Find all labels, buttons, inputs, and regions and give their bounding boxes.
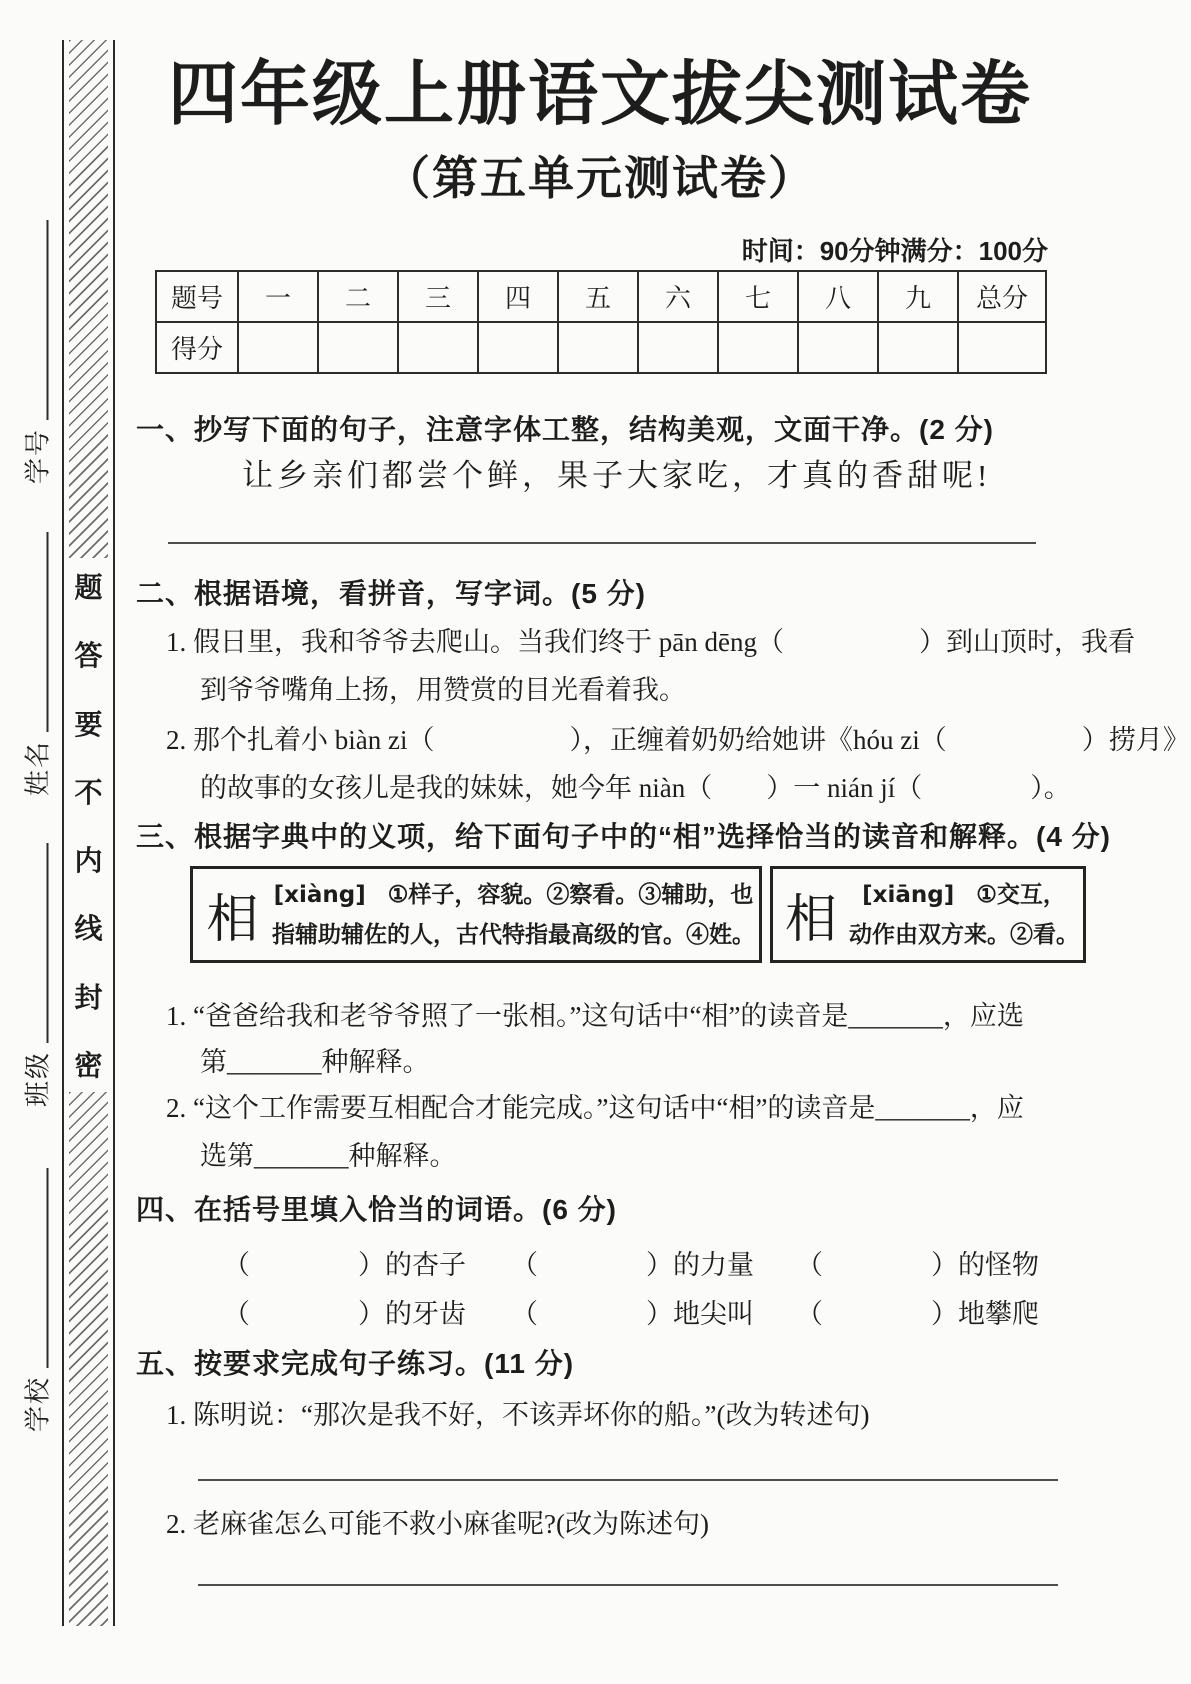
dict-character: 相 [784,892,837,949]
score-col: 八 [798,271,878,322]
dict-def-line-1 [272,875,755,915]
seal-char: 答 [74,640,103,672]
score-cell-empty [238,322,318,373]
seal-char: 题 [74,572,103,603]
score-row-label: 得分 [156,322,238,373]
name-label: 姓名 [23,739,53,797]
s2-item-2-line-2: 的故事的女孩儿是我的妹妹，她今年 niàn（ ）一 nián jí（ ）。 [200,773,1071,803]
s4-blank-phrase: （ ）地攀爬 [796,1299,1039,1329]
score-col: 三 [398,271,478,322]
score-col: 九 [878,271,958,322]
s4-blank-phrase: （ ）的牙齿 [223,1299,466,1329]
seal-hatch-bottom [69,1092,108,1626]
s3-item-2-line-1: 2. “这个工作需要互相配合才能完成。”这句话中“相”的读音是_______，应 [166,1093,1024,1123]
score-col: 七 [718,271,798,322]
seal-char: 线 [74,913,103,945]
s5-item-2: 2. 老麻雀怎么可能不救小麻雀呢?(改为陈述句) [166,1509,709,1539]
score-col: 五 [558,271,638,322]
student-no-label: 学号 [23,427,53,485]
s2-item-1-line-1: 1. 假日里，我和爷爷去爬山。当我们终于 pān dēng（ ）到山顶时，我看 [166,627,1135,657]
seal-hatch-top [69,40,108,558]
s4-blank-phrase: （ ）地尖叫 [511,1299,754,1329]
side-label-student-no [18,220,55,484]
seal-char: 不 [74,776,103,808]
time-info: 时间：90分钟满分：100分 [741,236,1048,266]
answer-line-s5-item-1 [198,1479,1058,1481]
name-fill-line [47,532,49,732]
side-label-school [18,1168,55,1432]
score-col: 二 [318,271,398,322]
page-title: 四年级上册语文拔尖测试卷 [168,55,1032,133]
answer-line-section-1 [168,542,1036,544]
class-fill-line [47,843,49,1043]
score-cell-empty [958,322,1046,373]
dict-character: 相 [206,892,259,949]
seal-char: 密 [74,1049,103,1081]
dict-def-text: ①交互， [976,881,1066,907]
score-col: 四 [478,271,558,322]
s4-blank-phrase: （ ）的力量 [511,1250,754,1280]
s4-blank-phrase: （ ）的杏子 [223,1250,466,1280]
seal-line-band [62,40,115,1626]
dict-def-line-1 [849,875,1079,915]
side-label-name [18,532,55,796]
section-3-heading: 三、根据字典中的义项，给下面句子中的“相”选择恰当的读音和解释。(4 分) [136,821,1112,852]
score-table-score-row [156,322,1046,373]
answer-line-s5-item-2 [198,1584,1058,1586]
dict-def-text: ①样子，容貌。②察看。③辅助，也 [387,881,754,907]
score-cell-empty [558,322,638,373]
score-col: 总分 [958,271,1046,322]
s3-item-1-line-1: 1. “爸爸给我和老爷爷照了一张相。”这句话中“相”的读音是_______，应选 [166,1001,1024,1031]
dict-definitions [849,875,1083,955]
student-no-fill-line [47,220,49,420]
dictionary-box-xiang4 [190,866,762,963]
dict-pinyin: [xiāng] [862,881,955,908]
school-fill-line [47,1168,49,1368]
score-cell-empty [638,322,718,373]
section-4-heading: 四、在括号里填入恰当的词语。(6 分) [136,1194,618,1225]
page-subtitle: （第五单元测试卷） [384,152,816,204]
school-label: 学校 [23,1375,53,1433]
seal-char: 要 [74,708,103,740]
score-cell-empty [878,322,958,373]
seal-char: 内 [74,845,103,877]
s5-item-1: 1. 陈明说：“那次是我不好，不该弄坏你的船。”(改为转述句) [166,1400,870,1430]
score-cell-empty [798,322,878,373]
class-label: 班级 [23,1050,53,1108]
seal-char: 封 [74,981,103,1013]
dict-def-line-2: 指辅助辅佐的人，古代特指最高级的官。④姓。 [272,921,755,947]
dictionary-box-xiang1 [770,866,1086,963]
s3-item-1-line-2: 第_______种解释。 [200,1047,430,1077]
score-col: 一 [238,271,318,322]
section-2-heading: 二、根据语境，看拼音，写字词。(5 分) [136,578,647,609]
score-table [155,270,1047,374]
side-label-class [18,843,55,1107]
seal-line-text [64,558,113,1092]
score-table-header-row [156,271,1046,322]
score-cell-empty [718,322,798,373]
section-5-heading: 五、按要求完成句子练习。(11 分) [136,1348,575,1379]
section-1-heading: 一、抄写下面的句子，注意字体工整，结构美观，文面干净。(2 分) [136,414,995,445]
score-cell-empty [398,322,478,373]
s2-item-1-line-2: 到爷爷嘴角上扬，用赞赏的目光看着我。 [200,675,686,705]
dict-definitions [272,875,759,955]
dict-def-line-2: 动作由双方来。②看。 [849,921,1079,947]
score-table-corner: 题号 [156,271,238,322]
score-cell-empty [478,322,558,373]
s4-blank-phrase: （ ）的怪物 [796,1250,1039,1280]
score-col: 六 [638,271,718,322]
dict-pinyin: [xiàng] [273,881,366,908]
score-cell-empty [318,322,398,373]
copy-sentence: 让乡亲们都尝个鲜，果子大家吃，才真的香甜呢! [242,458,992,493]
s3-item-2-line-2: 选第_______种解释。 [200,1141,457,1171]
s2-item-2-line-1: 2. 那个扎着小 biàn zi（ ），正缠着奶奶给她讲《hóu zi（ ）捞月》 [166,725,1190,755]
